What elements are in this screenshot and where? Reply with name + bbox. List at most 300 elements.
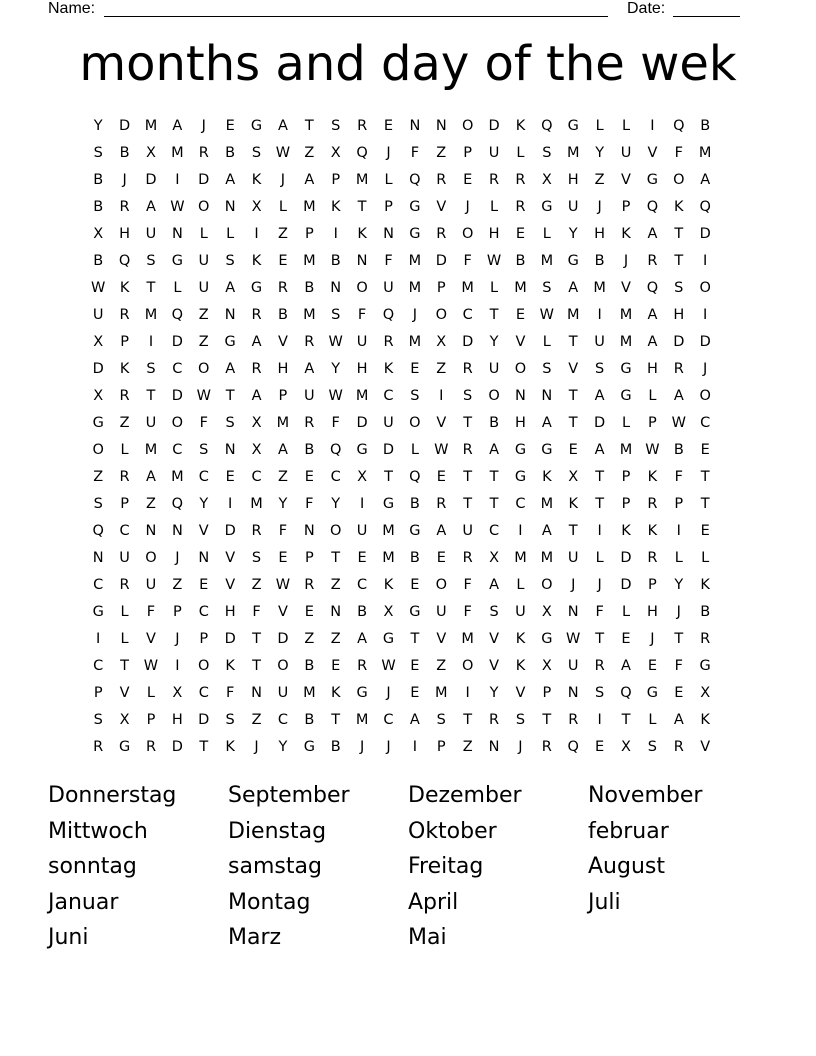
grid-cell: T (357, 199, 367, 215)
grid-cell: Q (673, 118, 685, 134)
grid-cell: G (409, 226, 421, 242)
grid-cell: N (92, 550, 104, 566)
grid-cell: X (251, 199, 262, 215)
grid-cell: I (254, 226, 259, 242)
grid-cell: Z (146, 496, 156, 512)
grid-cell: G (409, 523, 421, 539)
grid-cell: Z (119, 415, 130, 431)
grid-cell: U (304, 388, 315, 404)
grid-cell: W (91, 280, 106, 296)
grid-cell: U (356, 334, 368, 350)
grid-cell: M (355, 712, 369, 728)
grid-cell: D (145, 172, 157, 188)
grid-cell: F (463, 577, 472, 593)
grid-cell: M (382, 523, 395, 539)
grid-cell: S (146, 361, 156, 377)
grid-cell: F (595, 604, 604, 620)
grid-cell: G (567, 253, 579, 269)
grid-cell: J (703, 361, 708, 377)
grid-cell: R (357, 118, 368, 134)
grid-cell: M (619, 442, 633, 458)
grid-cell: Q (409, 469, 421, 485)
grid-cell: S (489, 604, 499, 620)
grid-cell: F (305, 496, 314, 512)
grid-cell: G (699, 658, 711, 674)
grid-cell: R (304, 334, 315, 350)
grid-cell: I (148, 334, 154, 350)
grid-cell: S (542, 145, 552, 161)
grid-cell: G (620, 388, 632, 404)
grid-cell: N (330, 604, 342, 620)
grid-cell: O (541, 577, 553, 593)
grid-cell: O (277, 658, 289, 674)
grid-cell: U (515, 604, 526, 620)
grid-cell: P (621, 496, 631, 512)
grid-cell: H (646, 361, 658, 377)
grid-cell: E (410, 361, 420, 377)
grid-cell: M (303, 199, 316, 215)
grid-cell: G (250, 118, 263, 134)
grid-cell: O (145, 550, 157, 566)
grid-cell: S (542, 361, 552, 377)
grid-cell: U (277, 685, 289, 701)
grid-cell: Y (278, 739, 288, 755)
grid-cell: A (673, 388, 684, 404)
grid-cell: E (515, 226, 526, 242)
grid-cell: Z (277, 469, 288, 485)
grid-cell: C (172, 361, 183, 377)
word-list-item: November (588, 783, 703, 808)
grid-cell: K (330, 685, 341, 701)
grid-cell: A (700, 172, 711, 188)
grid-cell: J (597, 577, 602, 593)
grid-cell: M (408, 253, 422, 269)
word-list-item: Oktober (408, 818, 497, 844)
grid-cell: I (703, 253, 708, 269)
grid-cell: B (93, 172, 104, 188)
grid-cell: A (673, 712, 684, 728)
grid-cell: D (224, 631, 236, 647)
grid-cell: Z (251, 712, 262, 728)
grid-cell: G (356, 685, 368, 701)
grid-cell: J (175, 550, 180, 566)
grid-cell: S (93, 145, 103, 161)
grid-cell: L (146, 685, 156, 701)
grid-cell: V (119, 685, 130, 701)
grid-cell: V (568, 361, 579, 377)
grid-cell: H (277, 361, 289, 377)
name-line (104, 0, 608, 17)
grid-cell: V (436, 199, 447, 215)
grid-cell: C (93, 577, 104, 593)
grid-cell: A (594, 442, 605, 458)
grid-cell: Z (277, 226, 288, 242)
grid-cell: U (145, 415, 157, 431)
grid-cell: J (465, 199, 470, 215)
grid-cell: P (199, 631, 209, 647)
grid-cell: K (515, 658, 526, 674)
grid-cell: R (119, 199, 130, 215)
grid-cell: U (383, 415, 394, 431)
grid-cell: N (224, 199, 236, 215)
grid-cell: T (700, 496, 710, 512)
grid-cell: H (488, 226, 500, 242)
word-list-item: September (228, 783, 350, 808)
grid-cell: D (620, 577, 632, 593)
grid-cell: Q (92, 523, 104, 539)
grid-cell: X (621, 739, 631, 755)
grid-cell: G (541, 631, 553, 647)
grid-cell: L (120, 631, 129, 647)
grid-cell: N (303, 523, 315, 539)
grid-cell: O (514, 361, 527, 377)
grid-cell: M (461, 631, 474, 647)
grid-cell: D (673, 334, 685, 350)
grid-cell: U (92, 307, 104, 323)
grid-cell: M (461, 280, 474, 296)
word-list-item: sonntag (48, 854, 137, 879)
grid-cell: M (593, 280, 606, 296)
word-list-item: April (408, 889, 459, 915)
grid-cell: N (171, 226, 183, 242)
grid-cell: P (463, 145, 473, 161)
grid-cell: V (277, 604, 288, 620)
grid-cell: B (304, 712, 315, 728)
grid-cell: X (251, 415, 262, 431)
grid-cell: A (409, 712, 420, 728)
grid-cell: N (435, 118, 447, 134)
grid-cell: Y (489, 334, 499, 350)
grid-cell: Z (330, 631, 341, 647)
grid-cell: F (199, 415, 208, 431)
grid-cell: U (594, 334, 605, 350)
grid-cell: R (647, 253, 658, 269)
grid-cell: S (542, 280, 552, 296)
grid-cell: A (436, 523, 447, 539)
grid-cell: P (436, 280, 446, 296)
grid-cell: P (621, 469, 631, 485)
grid-cell: G (620, 361, 632, 377)
grid-cell: O (673, 172, 685, 188)
grid-cell: G (92, 604, 104, 620)
grid-cell: U (567, 199, 579, 215)
grid-cell: D (171, 388, 183, 404)
grid-cell: G (409, 199, 421, 215)
grid-cell: M (514, 550, 527, 566)
grid-cell: P (648, 577, 657, 593)
grid-cell: T (304, 118, 314, 134)
grid-cell: L (648, 388, 657, 404)
grid-cell: D (119, 118, 131, 134)
grid-cell: L (120, 442, 129, 458)
grid-cell: H (514, 415, 526, 431)
grid-cell: X (119, 712, 130, 728)
grid-cell: G (118, 739, 131, 755)
grid-cell: C (251, 469, 262, 485)
grid-cell: N (224, 307, 236, 323)
grid-cell: S (331, 307, 341, 323)
grid-cell: N (409, 118, 421, 134)
name-label: Name: (48, 0, 96, 17)
grid-cell: B (700, 604, 711, 620)
grid-cell: O (409, 415, 421, 431)
grid-cell: R (647, 496, 658, 512)
grid-cell: B (330, 739, 341, 755)
grid-cell: P (120, 334, 129, 350)
grid-cell: B (93, 199, 104, 215)
grid-cell: F (463, 604, 472, 620)
grid-cell: D (620, 550, 632, 566)
grid-cell: S (146, 253, 156, 269)
grid-cell: I (412, 739, 418, 755)
grid-cell: L (648, 712, 657, 728)
grid-cell: K (542, 469, 552, 485)
grid-cell: F (384, 253, 393, 269)
grid-cell: C (462, 307, 473, 323)
word-list-item: Dienstag (228, 818, 327, 844)
grid-cell: M (408, 280, 422, 296)
grid-cell: U (567, 658, 579, 674)
grid-cell: L (490, 199, 499, 215)
grid-cell: Z (436, 658, 447, 674)
grid-cell: N (251, 685, 262, 701)
grid-cell: A (541, 415, 552, 431)
grid-cell: C (198, 469, 209, 485)
grid-cell: A (225, 280, 236, 296)
grid-cell: G (514, 469, 527, 485)
grid-cell: M (144, 442, 158, 458)
grid-cell: D (171, 739, 183, 755)
grid-cell: J (201, 118, 206, 134)
grid-cell: E (357, 550, 367, 566)
grid-cell: D (594, 415, 606, 431)
word-list-item: Januar (48, 889, 119, 915)
grid-cell: I (175, 658, 180, 674)
grid-cell: O (198, 361, 210, 377)
grid-cell: A (146, 199, 156, 215)
grid-cell: T (463, 712, 473, 728)
grid-cell: R (462, 361, 473, 377)
grid-cell: B (673, 442, 684, 458)
grid-cell: J (623, 253, 629, 269)
grid-cell: K (647, 523, 658, 539)
grid-cell: T (331, 712, 341, 728)
grid-cell: P (648, 415, 657, 431)
grid-cell: N (488, 739, 500, 755)
grid-cell: I (465, 685, 470, 701)
grid-cell: M (514, 280, 527, 296)
grid-cell: D (488, 118, 500, 134)
grid-cell: M (355, 388, 369, 404)
grid-cell: O (461, 658, 474, 674)
grid-cell: L (674, 550, 683, 566)
grid-cell: A (594, 388, 605, 404)
grid-cell: A (304, 172, 315, 188)
grid-cell: M (698, 145, 712, 161)
grid-cell: Z (330, 577, 341, 593)
grid-cell: R (383, 334, 394, 350)
grid-cell: Z (304, 631, 315, 647)
grid-cell: Q (171, 496, 184, 512)
grid-cell: P (436, 739, 446, 755)
grid-cell: Y (93, 118, 103, 134)
grid-cell: C (172, 442, 183, 458)
grid-cell: R (541, 739, 552, 755)
grid-cell: U (488, 145, 500, 161)
grid-cell: J (597, 199, 602, 215)
grid-cell: F (278, 523, 288, 539)
grid-cell: G (382, 496, 395, 512)
grid-cell: E (410, 685, 420, 701)
grid-cell: K (515, 118, 526, 134)
grid-cell: O (435, 307, 447, 323)
grid-cell: E (463, 172, 473, 188)
grid-cell: G (567, 118, 579, 134)
grid-cell: E (436, 550, 446, 566)
grid-cell: M (144, 307, 158, 323)
grid-cell: M (540, 550, 554, 566)
grid-cell: C (383, 712, 394, 728)
grid-cell: C (277, 712, 288, 728)
grid-cell: B (119, 145, 130, 161)
grid-cell: W (434, 442, 449, 458)
grid-cell: X (541, 604, 552, 620)
grid-cell: M (435, 685, 448, 701)
grid-cell: Y (331, 496, 341, 512)
grid-cell: K (515, 631, 526, 647)
grid-cell: Q (356, 145, 368, 161)
grid-cell: B (330, 253, 341, 269)
grid-cell: M (303, 307, 316, 323)
grid-cell: J (386, 685, 391, 701)
grid-cell: R (673, 361, 684, 377)
grid-cell: H (224, 604, 236, 620)
grid-cell: K (568, 496, 578, 512)
grid-cell: L (516, 145, 525, 161)
grid-cell: E (568, 442, 578, 458)
grid-cell: X (541, 658, 552, 674)
grid-cell: G (224, 334, 236, 350)
grid-cell: W (539, 307, 554, 323)
grid-cell: D (198, 712, 210, 728)
word-list-item: februar (588, 818, 669, 844)
grid-cell: K (647, 469, 658, 485)
grid-cell: A (647, 307, 658, 323)
grid-cell: M (619, 334, 633, 350)
grid-cell: A (251, 388, 262, 404)
grid-cell: E (595, 739, 605, 755)
grid-cell: O (488, 388, 500, 404)
grid-cell: B (304, 658, 315, 674)
grid-cell: U (383, 280, 394, 296)
grid-cell: U (198, 280, 210, 296)
grid-cell: L (595, 118, 604, 134)
grid-cell: J (676, 604, 681, 620)
grid-cell: X (93, 388, 104, 404)
grid-cell: G (409, 604, 421, 620)
grid-cell: U (567, 550, 579, 566)
grid-cell: Z (93, 469, 104, 485)
grid-cell: E (225, 118, 235, 134)
grid-cell: O (461, 226, 474, 242)
grid-cell: Q (646, 199, 659, 215)
grid-cell: C (93, 658, 104, 674)
grid-cell: M (355, 172, 369, 188)
grid-cell: H (171, 712, 183, 728)
grid-cell: T (489, 307, 499, 323)
grid-cell: V (225, 550, 236, 566)
grid-cell: S (199, 442, 209, 458)
word-list-item: Mittwoch (48, 818, 148, 844)
grid-cell: O (198, 199, 210, 215)
grid-cell: G (171, 253, 183, 269)
grid-cell: P (120, 496, 129, 512)
header (48, 0, 748, 20)
word-list-item: August (588, 854, 665, 879)
grid-cell: R (304, 415, 315, 431)
grid-cell: J (280, 172, 286, 188)
grid-cell: L (542, 334, 551, 350)
grid-cell: J (571, 577, 576, 593)
grid-cell: R (119, 307, 130, 323)
grid-cell: Z (436, 361, 447, 377)
grid-cell: L (410, 442, 419, 458)
grid-cell: G (541, 442, 553, 458)
word-list (48, 778, 768, 956)
date-label: Date: (627, 0, 666, 17)
grid-cell: X (172, 685, 183, 701)
grid-cell: T (120, 658, 130, 674)
grid-cell: W (275, 577, 291, 593)
grid-cell: V (277, 334, 288, 350)
grid-cell: W (328, 334, 343, 350)
grid-cell: I (650, 118, 655, 134)
grid-cell: R (489, 172, 500, 188)
grid-cell: B (304, 442, 315, 458)
date-line (673, 0, 740, 17)
grid-cell: X (436, 334, 447, 350)
grid-cell: R (436, 496, 447, 512)
grid-cell: Q (620, 685, 632, 701)
grid-cell: A (489, 577, 500, 593)
grid-cell: T (621, 712, 631, 728)
grid-cell: I (175, 172, 180, 188)
grid-cell: T (146, 280, 156, 296)
grid-cell: A (541, 523, 552, 539)
grid-cell: I (439, 388, 444, 404)
grid-cell: M (171, 145, 184, 161)
grid-cell: J (386, 739, 391, 755)
grid-cell: W (170, 199, 185, 215)
word-list-item: Juni (48, 925, 89, 950)
grid-cell: L (278, 199, 287, 215)
grid-cell: A (489, 442, 500, 458)
grid-cell: E (674, 685, 684, 701)
grid-cell: X (146, 145, 156, 161)
grid-cell: C (198, 604, 209, 620)
grid-cell: P (278, 388, 288, 404)
grid-cell: P (93, 685, 103, 701)
grid-cell: M (566, 145, 580, 161)
grid-cell: K (119, 280, 130, 296)
grid-cell: P (146, 712, 156, 728)
grid-cell: W (275, 145, 291, 161)
word-list-item: Dezember (408, 783, 522, 808)
grid-cell: O (699, 388, 711, 404)
grid-cell: F (674, 658, 683, 674)
grid-cell: T (674, 253, 684, 269)
grid-cell: G (303, 739, 315, 755)
